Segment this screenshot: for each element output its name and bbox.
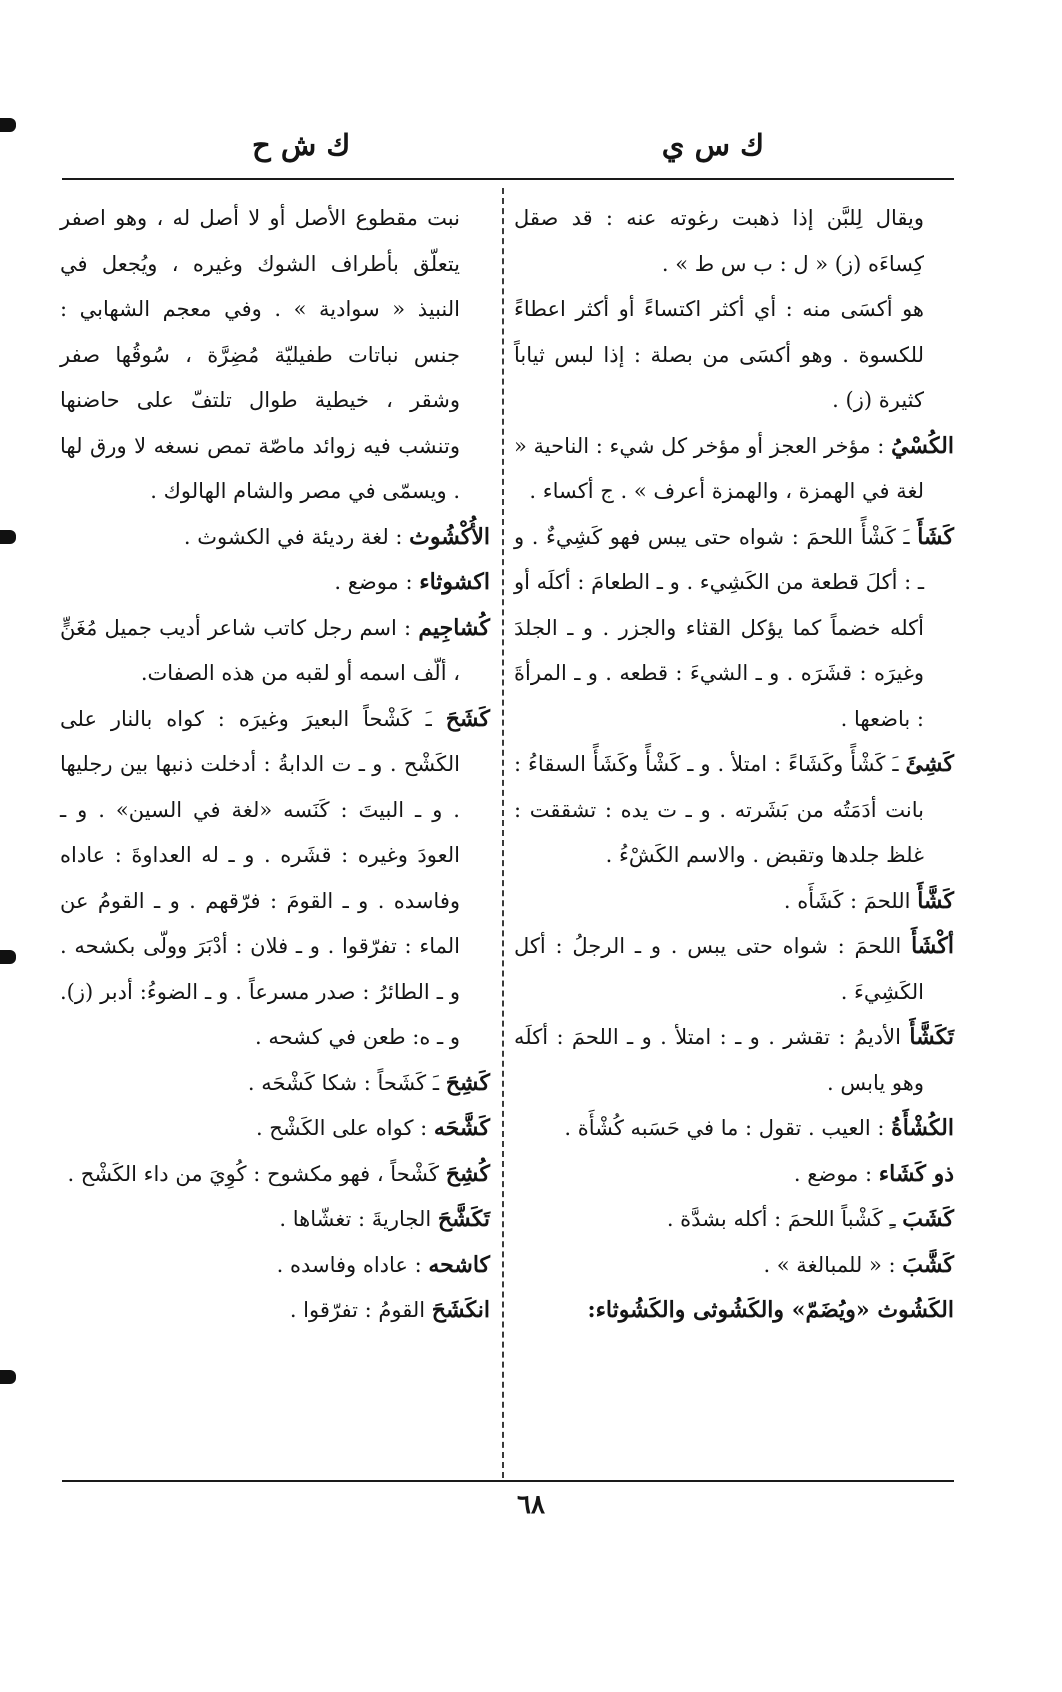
entry-definition: ـَ كَشْحاً البعيرَ وغيرَه : كواه بالنار على الكَشْح . و ـ ت الدابةُ : أدخلت ذنبها بين رجليها . و ـ البيتَ : كَنَسه «لغة في السين» . و ـ العودَ وغيره : قشَره . و ـ له العداوةَ : عاداه وفاسده . و ـ القومَ : فرّقهم . و ـ القومُ عن الماء : تفرّقوا . و ـ فلان : أدْبَرَ وولّى بكشحه . و ـ الطائرُ : صدر مسرعاً . و ـ الضوءُ: أدبر (ز). و ـ ه: طعن في كشحه . (60, 706, 460, 1049)
entry-definition: ـَ كَشْأً وكَشَاءً : امتلأ . و ـ كَشْأً وكَشَأً السقاءُ : بانت أدَمَتُه من بَشَرته . و ـ ت يده : تشققت : غلظ جلدها وتقبض . والاسم الكَشْءُ . (514, 752, 924, 867)
entry-headword: الكُشْأَةُ (891, 1115, 954, 1141)
entry-headword: الكَشُوث «ويُضَمّ» والكَشُوثى والكَشُوثاء: (587, 1297, 954, 1323)
dictionary-entry (60, 697, 490, 1061)
dictionary-entry (514, 1106, 954, 1152)
entry-definition: الجاريةَ : تغشّاها . (279, 1207, 432, 1231)
header-root-left: ك ش ح (252, 128, 351, 162)
continuation-text (60, 196, 490, 515)
entry-headword: تَكَشَّأَ (909, 1024, 954, 1050)
dictionary-entry (60, 1061, 490, 1107)
entry-headword: تَكَشَّحَ (437, 1206, 490, 1232)
entry-headword: كُشاجِيم (418, 614, 490, 641)
binding-mark-icon (0, 950, 16, 964)
dictionary-entry (60, 1288, 490, 1334)
entry-definition: ـِ كَشْباً اللحمَ : أكله بشدَّة . (666, 1207, 896, 1231)
entry-headword: كَشِحَ (445, 1069, 490, 1096)
entry-headword: كَشَأَ (917, 523, 954, 550)
dictionary-entry (60, 560, 490, 606)
page-number: ٦٨ (517, 1490, 545, 1520)
entry-definition: نبت مقطوع الأصل أو لا أصل له ، وهو اصفر يتعلّق بأطراف الشوك وغيره ، ويُجعل في النبيذ « سوادية » . وفي معجم الشهابي : جنس نباتات طفيليّة مُضِرَّة ، سُوقُها صفر وشقر ، خيطية طوال تلتفّ على حاضنها وتنشب فيه زوائد ماصّة تمص نسغه لا ورق لها . ويسمّى في مصر والشام الهالوك . (60, 206, 460, 503)
dictionary-entry (514, 924, 954, 1015)
binding-mark-icon (0, 530, 16, 544)
continuation-text (514, 287, 954, 424)
entry-definition: : موضع . (334, 570, 413, 594)
entry-definition: : موضع . (793, 1161, 873, 1186)
entry-headword: كاشحه (428, 1251, 490, 1278)
dictionary-entry (60, 515, 490, 561)
entry-definition: : مؤخر العجز أو مؤخر كل شيء : الناحية « لغة في الهمزة ، والهمزة أعرف » . ج أكساء . (514, 433, 924, 503)
entry-headword: ذو كَشَاء (878, 1160, 954, 1187)
entry-headword: انكَشَحَ (431, 1297, 490, 1323)
binding-mark-icon (0, 118, 16, 132)
header-rule (62, 178, 954, 180)
entry-headword: كَشَّحَه (433, 1115, 490, 1141)
dictionary-entry (60, 1197, 490, 1243)
entry-definition: : كواه على الكَشْح . (255, 1116, 428, 1140)
entry-definition: ويقال لِلبَّن إذا ذهبت رغوته عنه : قد صقل كِساءَه (ز) « ل : ب س ط » . (514, 206, 924, 276)
page-header (62, 128, 954, 168)
entry-headword: كَشَّبَ (902, 1251, 954, 1278)
entry-headword: اكشوثاء (419, 569, 490, 595)
entry-definition: اللحمَ : شواه حتى يبس . و ـ الرجلُ : أكل الكَشِيءَ . (514, 934, 924, 1004)
right-column (514, 196, 954, 1334)
dictionary-entry (514, 515, 954, 743)
dictionary-entry (514, 424, 954, 515)
entry-headword: الأُكْشُوث (409, 523, 490, 550)
entry-definition: : « للمبالغة » . (763, 1252, 896, 1277)
entry-definition: كَشْحاً ، فهو مكشوح : كُوِيَ من داء الكَشْح . (67, 1161, 439, 1186)
entry-headword: الكُسْيُ (891, 432, 954, 459)
entry-headword: كُشِحَ (445, 1160, 490, 1187)
entry-headword: كَشِئَ (905, 751, 954, 777)
dictionary-entry (514, 1015, 954, 1106)
entry-definition: اللحمَ : كَشَأَه . (783, 888, 911, 913)
dictionary-entry (514, 1288, 954, 1334)
dictionary-entry (60, 1106, 490, 1152)
header-root-right: ك س ي (661, 128, 764, 162)
entry-headword: كَشَّأَ (917, 887, 954, 914)
entry-definition: : عاداه وفاسده . (276, 1252, 422, 1277)
entry-definition: الأديمُ : تقشر . و ـ : امتلأ . و ـ اللحمَ : أكلَه وهو يابس . (514, 1025, 924, 1095)
dictionary-entry (514, 879, 954, 925)
dictionary-entry (514, 1152, 954, 1198)
entry-definition: : العيب . تقول : ما في حَسَبه كُشْأَة . (564, 1116, 885, 1140)
entry-definition: : اسم رجل كاتب شاعر أديب جميل مُغَنٍّ ، ألّف اسمه أو لقبه من هذه الصفات. (60, 615, 460, 685)
dictionary-entry (514, 1243, 954, 1289)
dictionary-entry (514, 1197, 954, 1243)
entry-headword: كَشَبَ (902, 1206, 954, 1232)
continuation-text (514, 196, 954, 287)
entry-definition: : لغة رديئة في الكشوث . (183, 524, 403, 549)
entry-definition: القومُ : تفرّقوا . (289, 1298, 426, 1322)
entry-headword: أكْشَأَ (911, 933, 954, 959)
column-divider (502, 188, 504, 1478)
dictionary-entry (60, 1152, 490, 1198)
dictionary-entry (514, 742, 954, 879)
dictionary-entry (60, 606, 490, 697)
entry-definition: ـَ كَشَحاً : شكا كَشْحَه . (247, 1070, 439, 1095)
binding-mark-icon (0, 1370, 16, 1384)
entry-definition: هو أكسَى منه : أي أكثر اكتساءً أو أكثر اعطاءً للكسوة . وهو أكسَى من بصلة : إذا لبس ثياباً كثيرة (ز) . (514, 297, 924, 412)
entry-headword: كَشَحَ (445, 705, 490, 732)
left-column (60, 196, 490, 1334)
entry-definition: ـَ كَشْأً اللحمَ : شواه حتى يبس فهو كَشِيءٌ . و ـ : أكلَ قطعة من الكَشِيء . و ـ الطعامَ : أكلَه أو أكله خضماً كما يؤكل القثاء والجزر . و ـ الجلدَ وغيرَه : قشَرَه . و ـ الشيءَ : قطعه . و ـ المرأةَ : باضعها . (514, 524, 924, 731)
dictionary-entry (60, 1243, 490, 1289)
footer-rule (62, 1480, 954, 1482)
